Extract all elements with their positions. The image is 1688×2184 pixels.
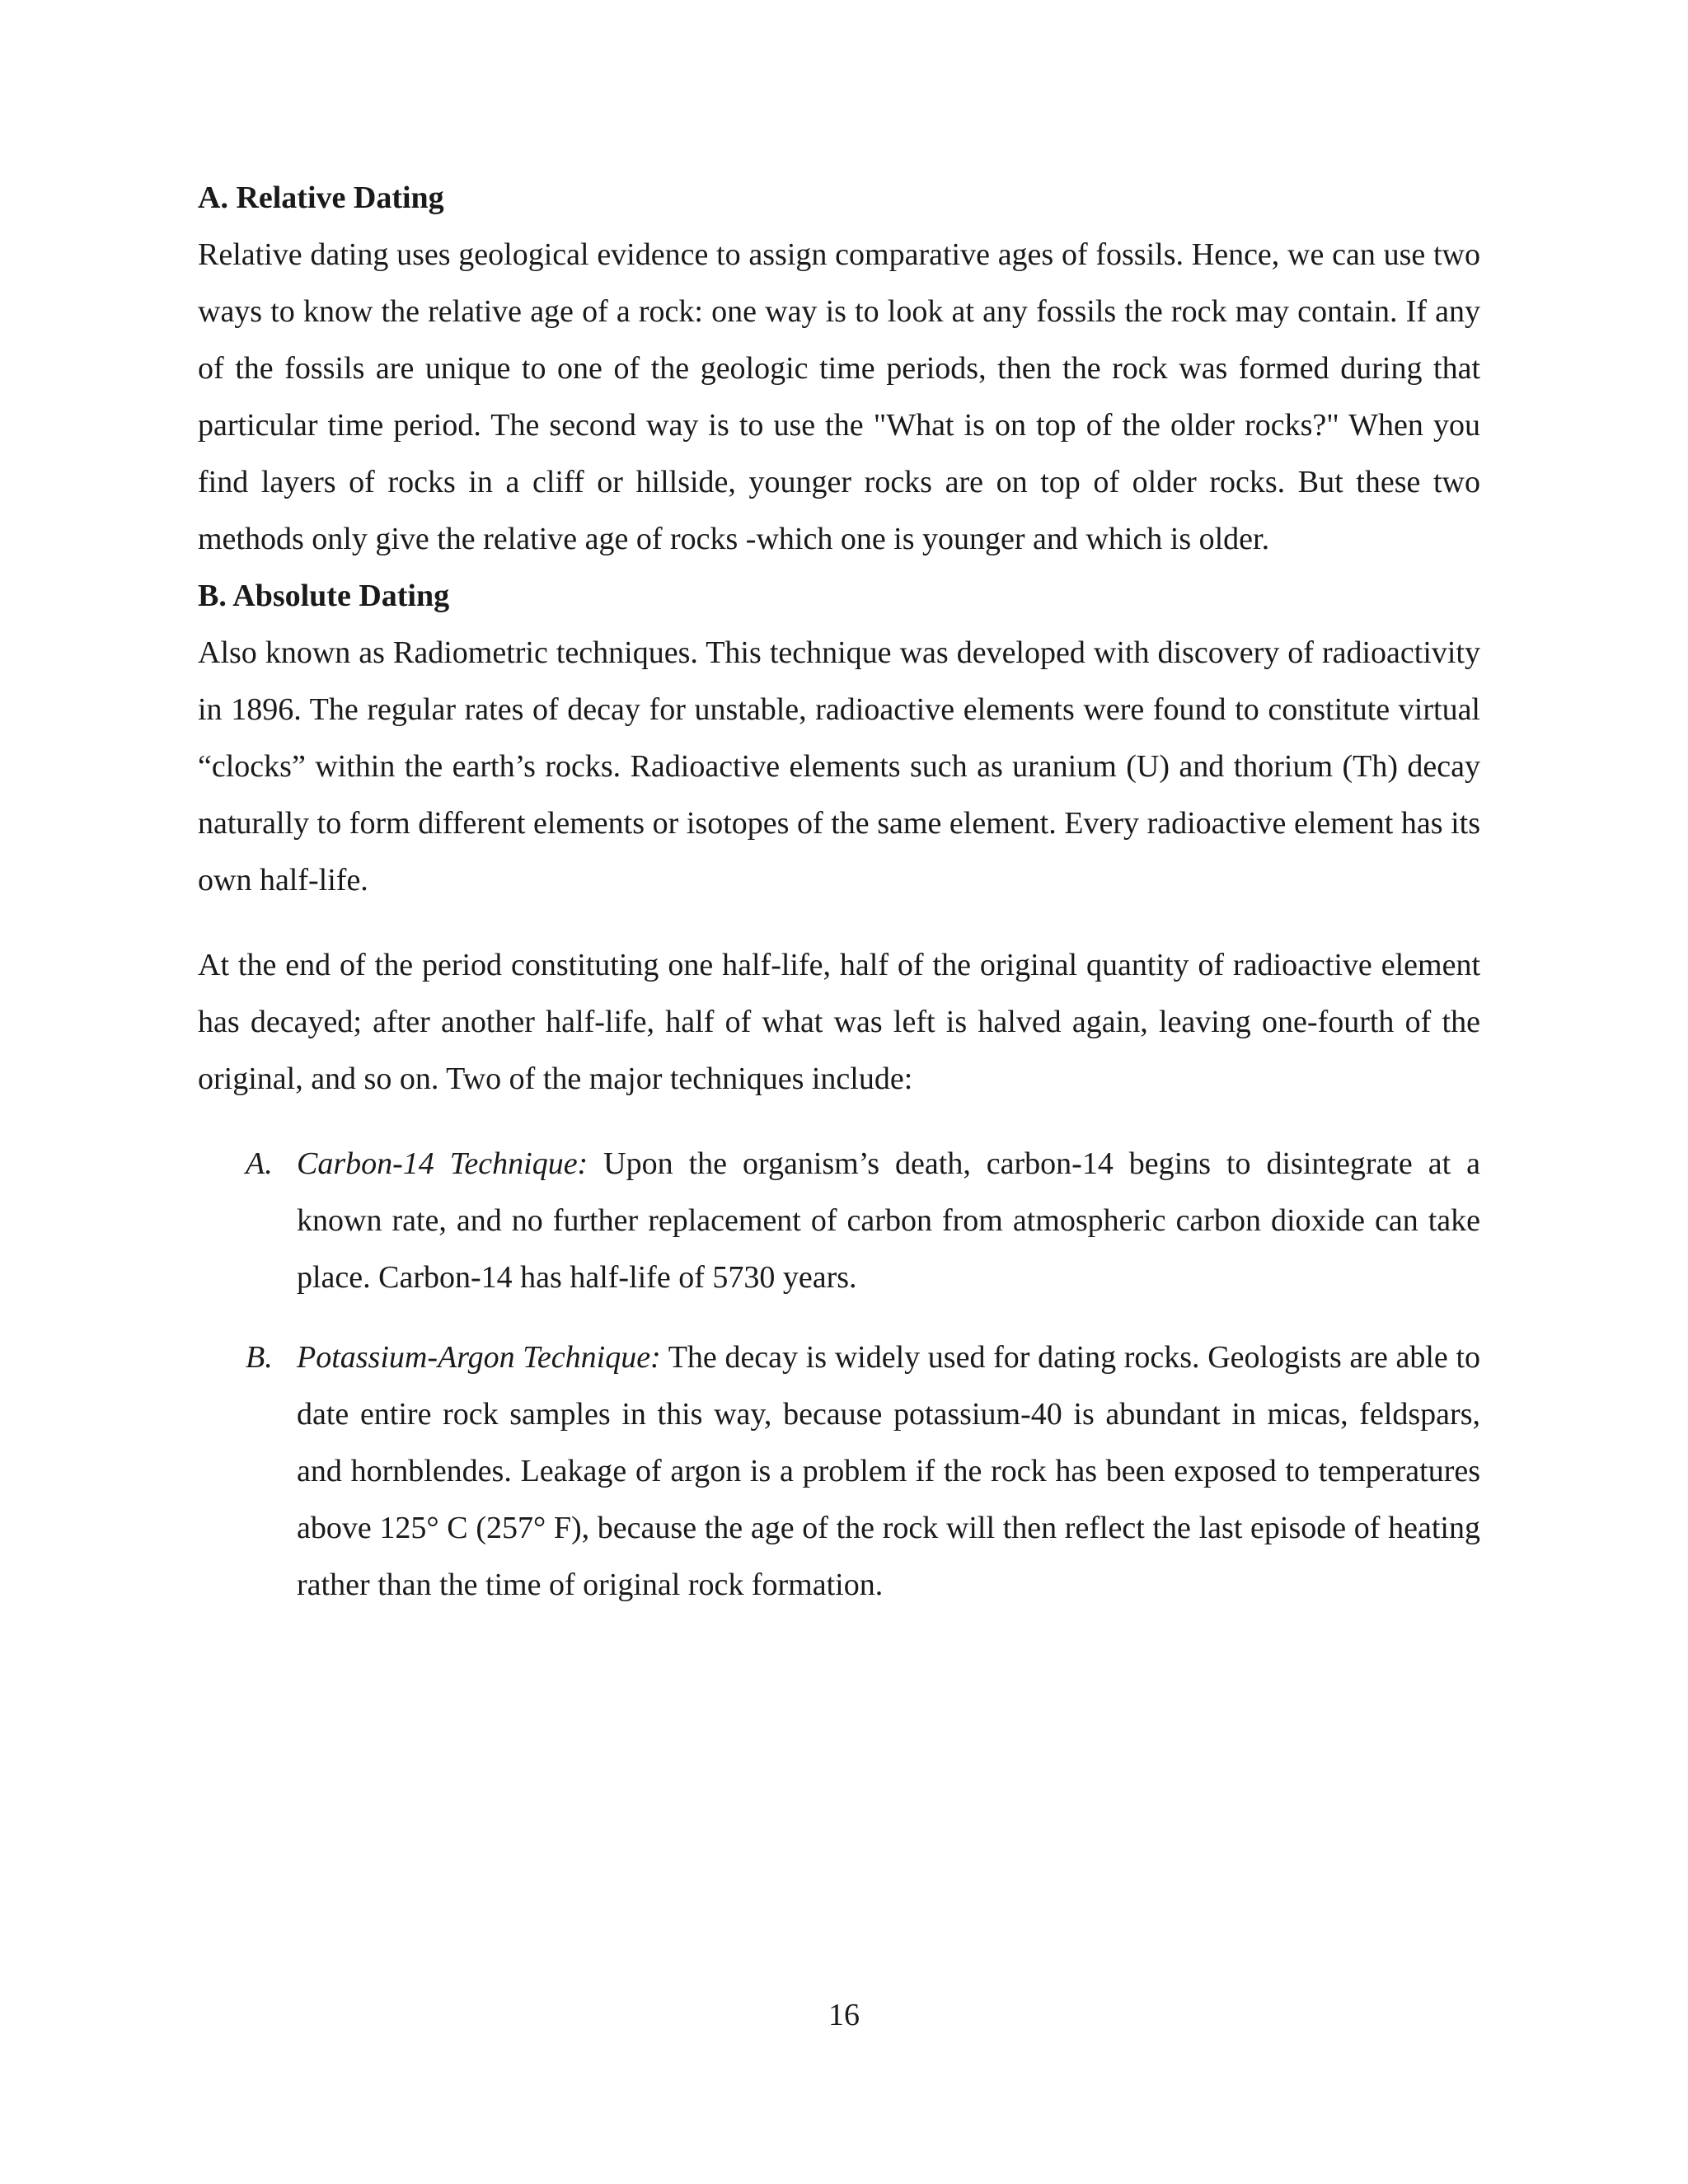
technique-item-carbon-14 bbox=[198, 1136, 1480, 1306]
technique-term: Potassium-Argon Technique: bbox=[297, 1340, 661, 1375]
absolute-dating-paragraph-1: Also known as Radiometric techniques. This technique was developed with discovery of radioactivity in 1896. The regular rates of decay for unstable, radioactive elements were found to constitute virtual “clocks” within the earth’s rocks. Radioactive elements such as uranium (U) and thorium (Th) decay naturally to form different elements or isotopes of the same element. Every radioactive element has its own half-life. bbox=[198, 635, 1480, 898]
techniques-list bbox=[198, 1136, 1480, 1614]
absolute-dating-paragraph-2: At the end of the period constituting one half-life, half of the original quantity of radioactive element has decayed; after another half-life, half of what was left is halved again, leaving one-fourth of the original, and so on. Two of the major techniques include: bbox=[198, 948, 1480, 1096]
list-marker: B. bbox=[246, 1340, 273, 1375]
relative-dating-paragraph: Relative dating uses geological evidence to assign comparative ages of fossils. Hence, we can use two ways to know the relative age of a rock: one way is to look at any fossils the rock may contain. If any of the fossils are unique to one of the geologic time periods, then the rock was formed during that particular time period. The second way is to use the "What is on top of the older rocks?" When you find layers of rocks in a cliff or hillside, younger rocks are on top of older rocks. But these two methods only give the relative age of rocks -which one is younger and which is older. bbox=[198, 237, 1480, 556]
list-marker: A. bbox=[246, 1146, 273, 1181]
section-heading-relative-dating: A. Relative Dating bbox=[198, 180, 444, 215]
section-heading-absolute-dating: B. Absolute Dating bbox=[198, 579, 450, 613]
technique-description: Upon the organism’s death, carbon-14 begins to disintegrate at a known rate, and no further replacement of carbon from atmospheric carbon dioxide can take place. Carbon-14 has half-life of 5730 years. bbox=[297, 1146, 1480, 1295]
page-content bbox=[198, 170, 1480, 1614]
page-number: 16 bbox=[828, 1998, 860, 2032]
technique-description: The decay is widely used for dating rocks. Geologists are able to date entire rock samples in this way, because potassium-40 is abundant in micas, feldspars, and hornblendes. Leakage of argon is a problem if the rock has been exposed to temperatures above 125° C (257° F), because the age of the rock will then reflect the last episode of heating rather than the time of original rock formation. bbox=[297, 1340, 1480, 1602]
technique-term: Carbon-14 Technique: bbox=[297, 1146, 588, 1181]
technique-item-potassium-argon bbox=[198, 1329, 1480, 1614]
